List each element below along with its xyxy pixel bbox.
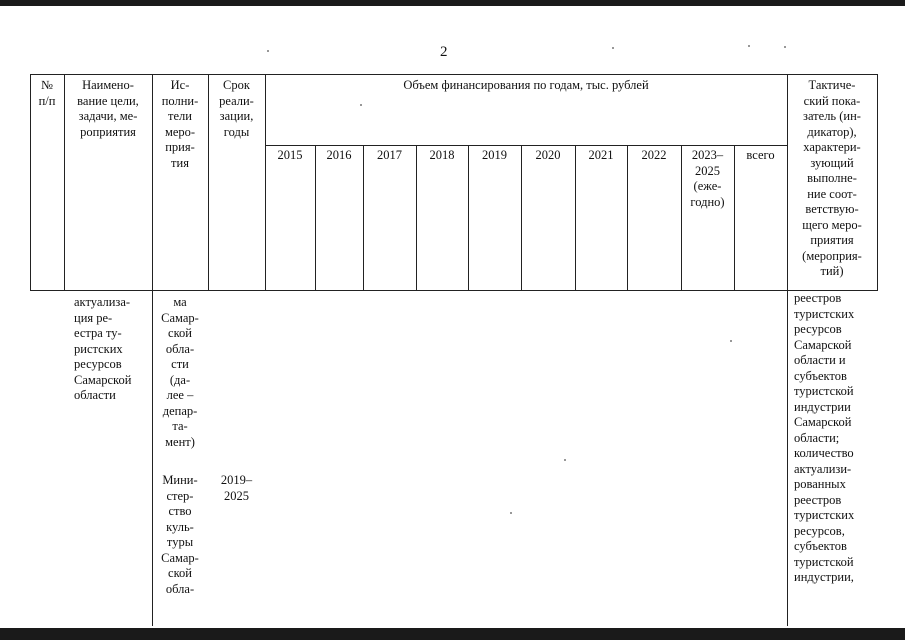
col-divider-2016: [315, 145, 316, 290]
header-goal-name: Наимено- вание цели, задачи, ме- роприятия: [77, 78, 139, 139]
col-divider-2021: [575, 145, 576, 290]
header-executors: Ис- полни- тели меро- прия- тия: [161, 78, 199, 170]
scan-speck: [510, 512, 512, 514]
col-divider-2017: [363, 145, 364, 290]
scan-top-edge: [0, 0, 905, 6]
scan-speck: [564, 459, 566, 461]
year-2020: 2020: [535, 148, 561, 162]
col-divider-total: [734, 145, 735, 290]
year-total: всего: [746, 148, 775, 162]
table-right-border: [877, 74, 878, 290]
year-2019: 2019: [482, 148, 507, 162]
year-2016: 2016: [326, 148, 352, 162]
col-divider-2019: [468, 145, 469, 290]
year-2018: 2018: [429, 148, 455, 162]
row-goal-name: актуализа- ция ре- естра ту- ристских ресурсов Самарской области: [74, 295, 132, 402]
col-divider-2018: [416, 145, 417, 290]
header-financing: Объем финансирования по годам, тыс. рублей: [403, 78, 649, 92]
table-top-border: [30, 74, 878, 75]
scan-speck: [784, 46, 786, 48]
year-2021: 2021: [588, 148, 614, 162]
header-indicator: Тактиче- ский пока- затель (ин- дикатор), характери- зующий выполне- ние соот- ветствую- щего меро- приятия (мероприя- тий): [802, 78, 862, 278]
row-indicator: реестров туристских ресурсов Самарской области и субъектов туристской индустрии Самарской области; количество актуализи- рованных реестров туристских ресурсов, субъектов туристской индустрии,: [794, 291, 855, 584]
year-2017: 2017: [377, 148, 402, 162]
scan-speck: [748, 45, 750, 47]
scan-speck: [267, 50, 269, 52]
scan-speck: [360, 104, 362, 106]
col-divider-2022: [627, 145, 628, 290]
header-bottom-border: [30, 290, 878, 291]
scan-bottom-edge: [0, 628, 905, 640]
header-number: № п/п: [38, 78, 56, 108]
header-term: Срок реали- зации, годы: [219, 78, 254, 139]
year-2023-2025: 2023– 2025 (еже- годно): [690, 148, 725, 209]
col-divider-term: [265, 74, 266, 290]
year-2022: 2022: [641, 148, 667, 162]
col-divider-2020: [521, 145, 522, 290]
page-number: 2: [440, 44, 448, 60]
years-row-top-border: [265, 145, 788, 146]
scan-speck: [730, 340, 732, 342]
year-2015: 2015: [277, 148, 303, 162]
row-executor-2: Мини- стер- ство куль- туры Самар- ской обла-: [161, 473, 199, 596]
scan-speck: [612, 47, 614, 49]
row-executor-1: ма Самар- ской обла- сти (да- лее – депар- та- мент): [161, 295, 199, 449]
row-term: 2019– 2025: [220, 473, 253, 503]
